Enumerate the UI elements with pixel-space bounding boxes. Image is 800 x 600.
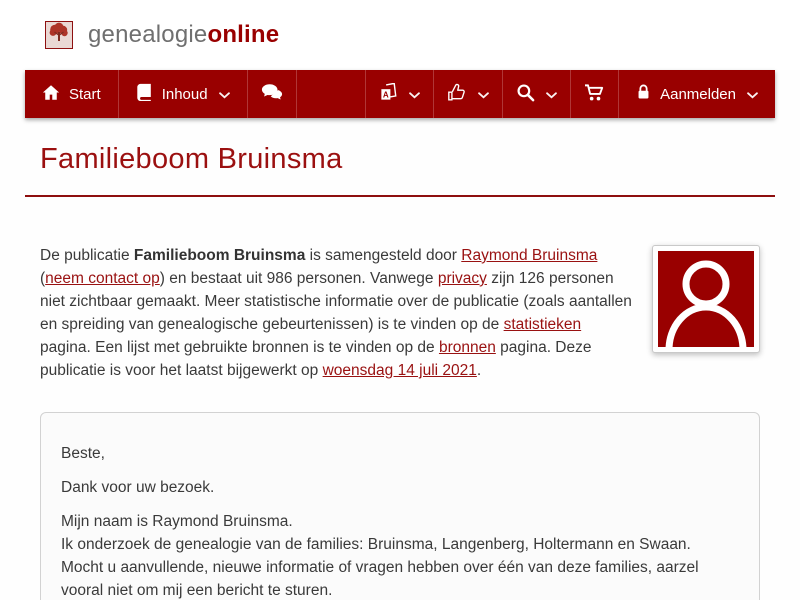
chevron-down-icon [546, 86, 557, 103]
lock-icon [636, 83, 651, 105]
site-header [0, 0, 800, 70]
nav-label-inhoud: Inhoud [161, 85, 208, 103]
link-bronnen[interactable]: bronnen [438, 339, 496, 356]
profile-avatar[interactable] [652, 245, 760, 353]
nav-item-cart[interactable] [571, 70, 619, 118]
welcome-message-box [40, 412, 760, 600]
person-icon [658, 251, 754, 347]
nav-item-aanmelden[interactable] [619, 70, 775, 118]
chevron-down-icon [219, 86, 230, 103]
nav-item-language[interactable] [366, 70, 434, 118]
chevron-down-icon [478, 86, 489, 103]
intro-segment: ( [40, 270, 46, 287]
nav-item-start[interactable] [25, 70, 119, 118]
search-icon [516, 83, 535, 106]
nav-spacer [297, 70, 367, 118]
intro-segment: is samengesteld door [305, 247, 462, 264]
link-privacy[interactable]: privacy [437, 270, 487, 287]
brand-wordmark[interactable] [88, 21, 279, 49]
publication-name: Familieboom Bruinsma [133, 247, 306, 264]
book-icon [136, 83, 153, 105]
message-line: Ik onderzoek de genealogie van de families: Bruinsma, Langenberg, Holtermann en Swaan. [61, 536, 691, 553]
brand-gray-part: genealogie [88, 21, 208, 48]
nav-label-aanmelden: Aanmelden [660, 85, 736, 103]
intro-segment: De publicatie [40, 247, 134, 264]
message-line: Mocht u aanvullende, nieuwe informatie of vragen hebben over één van deze families, aarzel vooral niet om mij een bericht te sturen. [61, 559, 699, 599]
comments-icon [261, 83, 283, 106]
intro-segment: zijn 126 personen niet zichtbaar gemaakt. Meer statistische informatie over de publicatie (zoals aantallen en spreiding van genealogische gebeurtenissen) is te vinden op de [40, 270, 632, 333]
publication-intro [40, 244, 760, 382]
nav-label-start: Start [69, 85, 101, 103]
language-icon-letter: A [383, 89, 389, 99]
tree-icon [47, 21, 71, 50]
message-greeting: Beste, [61, 445, 105, 462]
nav-item-search[interactable] [503, 70, 571, 118]
title-divider [25, 195, 775, 197]
main-content [0, 143, 800, 600]
intro-segment: . [476, 362, 482, 379]
message-thanks: Dank voor uw bezoek. [61, 479, 215, 496]
link-statistieken[interactable]: statistieken [503, 316, 582, 333]
intro-segment: pagina. Deze publicatie is voor het laatst bijgewerkt op [40, 339, 592, 379]
link-neem-contact-op[interactable]: neem contact op [45, 270, 160, 287]
chevron-down-icon [409, 86, 420, 103]
link-raymond-bruinsma[interactable]: Raymond Bruinsma [461, 247, 598, 264]
message-body [61, 510, 739, 600]
intro-segment: pagina. Een lijst met gebruikte bronnen is te vinden op de [40, 339, 439, 356]
site-logo[interactable] [45, 21, 73, 49]
chevron-down-icon [747, 86, 758, 103]
language-icon [379, 83, 398, 106]
nav-item-comments[interactable] [248, 70, 297, 118]
thumbs-up-icon [447, 83, 467, 106]
home-icon [42, 84, 60, 105]
nav-item-inhoud[interactable] [119, 70, 248, 118]
page-title: Familieboom Bruinsma [40, 143, 343, 175]
nav-item-like[interactable] [434, 70, 503, 118]
cart-icon [584, 83, 605, 106]
message-line: Mijn naam is Raymond Bruinsma. [61, 513, 293, 530]
intro-segment: ) en bestaat uit 986 personen. Vanwege [159, 270, 438, 287]
link-last-updated[interactable]: woensdag 14 juli 2021 [322, 362, 477, 379]
brand-red-part: online [207, 21, 280, 48]
main-navigation [25, 70, 775, 118]
